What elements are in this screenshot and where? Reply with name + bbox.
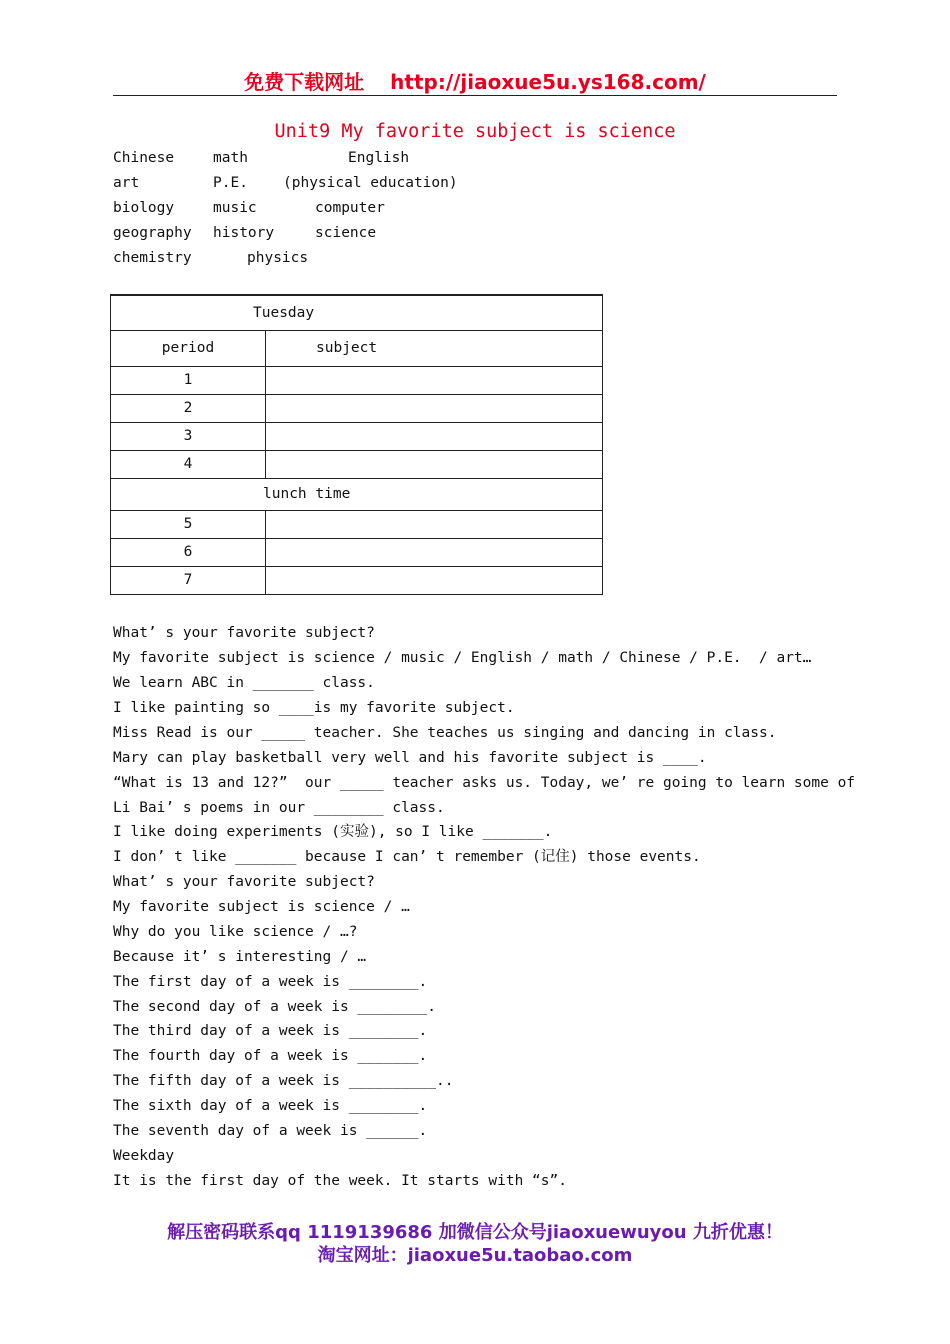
footer-contact: 解压密码联系qq 1119139686 加微信公众号jiaoxuewuyou 九折优惠！ bbox=[167, 1222, 783, 1243]
table-row bbox=[111, 538, 603, 566]
subject-word: art bbox=[113, 175, 140, 191]
answer-line: My favorite subject is science / … bbox=[113, 899, 410, 915]
table-row bbox=[111, 450, 603, 478]
fill-blank-line: The third day of a week is ________. bbox=[113, 1023, 428, 1039]
period-number: 5 bbox=[111, 510, 266, 538]
footer-shop-link[interactable]: 淘宝网址：jiaoxue5u.taobao.com bbox=[317, 1245, 633, 1266]
subject-cell[interactable] bbox=[266, 422, 603, 450]
fill-blank-line: We learn ABC in _______ class. bbox=[113, 675, 375, 691]
fill-blank-line: I like painting so ____is my favorite subject. bbox=[113, 700, 515, 716]
period-header: period bbox=[111, 330, 266, 366]
period-number: 7 bbox=[111, 566, 266, 594]
question-line: What’ s your favorite subject? bbox=[113, 874, 375, 890]
subject-word: computer bbox=[315, 200, 385, 216]
fill-blank-line: I don’ t like _______ because I can’ t remember (记住) those events. bbox=[113, 849, 701, 865]
period-number: 4 bbox=[111, 450, 266, 478]
fill-blank-line: I like doing experiments (实验), so I like _______. bbox=[113, 824, 553, 840]
fill-blank-line: Miss Read is our _____ teacher. She teaches us singing and dancing in class. bbox=[113, 725, 777, 741]
subject-word: science bbox=[315, 225, 377, 241]
fill-blank-line: “What is 13 and 12?” our _____ teacher asks us. Today, we’ re going to learn some of bbox=[113, 775, 856, 791]
table-row bbox=[111, 366, 603, 394]
subject-word: English bbox=[348, 150, 410, 166]
subject-cell[interactable] bbox=[266, 538, 603, 566]
fill-blank-line: The second day of a week is ________. bbox=[113, 999, 437, 1015]
subject-word: P.E. bbox=[213, 175, 248, 191]
day-header: Tuesday bbox=[111, 295, 603, 330]
question-line: Why do you like science / …? bbox=[113, 924, 358, 940]
period-number: 2 bbox=[111, 394, 266, 422]
subject-word: history bbox=[213, 225, 275, 241]
fill-blank-line: The fifth day of a week is __________.. bbox=[113, 1073, 454, 1089]
fill-blank-line: The sixth day of a week is ________. bbox=[113, 1098, 428, 1114]
header-divider bbox=[113, 95, 837, 96]
table-row bbox=[111, 510, 603, 538]
subject-cell[interactable] bbox=[266, 450, 603, 478]
subject-cell[interactable] bbox=[266, 394, 603, 422]
header-url-link[interactable]: http://jiaoxue5u.ys168.com/ bbox=[390, 70, 706, 94]
tuesday-schedule-table bbox=[110, 294, 603, 595]
subject-cell[interactable] bbox=[266, 566, 603, 594]
riddle-line: It is the first day of the week. It starts with “s”. bbox=[113, 1173, 567, 1189]
fill-blank-line: The seventh day of a week is ______. bbox=[113, 1123, 428, 1139]
answer-line: My favorite subject is science / music / English / math / Chinese / P.E. / art… bbox=[113, 650, 812, 666]
subject-word: math bbox=[213, 150, 248, 166]
page-title: Unit9 My favorite subject is science bbox=[274, 121, 676, 142]
fill-blank-line: The first day of a week is ________. bbox=[113, 974, 428, 990]
header-banner bbox=[0, 66, 950, 95]
subject-word: geography bbox=[113, 225, 192, 241]
answer-line: Because it’ s interesting / … bbox=[113, 949, 367, 965]
subject-word: (physical education) bbox=[283, 175, 458, 191]
table-row bbox=[111, 330, 603, 366]
free-download-label: 免费下载网址 bbox=[244, 70, 365, 94]
period-number: 6 bbox=[111, 538, 266, 566]
table-row bbox=[111, 566, 603, 594]
lunch-row-label: lunch time bbox=[111, 478, 603, 510]
subject-header: subject bbox=[266, 330, 603, 366]
subject-word: biology bbox=[113, 200, 175, 216]
subject-cell[interactable] bbox=[266, 510, 603, 538]
period-number: 1 bbox=[111, 366, 266, 394]
subject-cell[interactable] bbox=[266, 366, 603, 394]
period-number: 3 bbox=[111, 422, 266, 450]
subject-word: physics bbox=[247, 250, 309, 266]
question-line: What’ s your favorite subject? bbox=[113, 625, 375, 641]
table-row bbox=[111, 478, 603, 510]
fill-blank-line: Mary can play basketball very well and his favorite subject is ____. bbox=[113, 750, 707, 766]
vocab-word: Weekday bbox=[113, 1148, 175, 1164]
fill-blank-line: The fourth day of a week is _______. bbox=[113, 1048, 428, 1064]
subject-word: music bbox=[213, 200, 257, 216]
fill-blank-line: Li Bai’ s poems in our ________ class. bbox=[113, 800, 445, 816]
table-row bbox=[111, 295, 603, 330]
subject-word: chemistry bbox=[113, 250, 192, 266]
subject-word: Chinese bbox=[113, 150, 175, 166]
table-row bbox=[111, 422, 603, 450]
table-row bbox=[111, 394, 603, 422]
